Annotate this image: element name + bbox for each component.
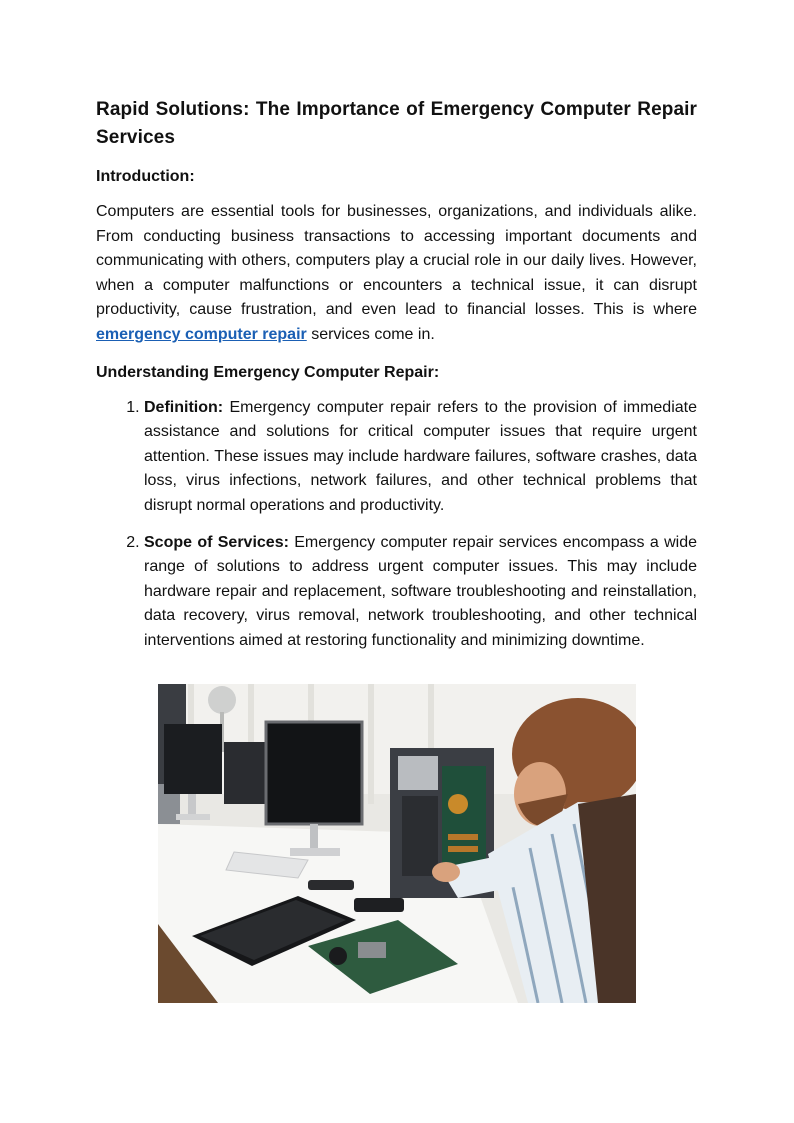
list-item-term: Definition: — [144, 398, 224, 416]
understanding-heading: Understanding Emergency Computer Repair: — [96, 363, 440, 381]
document-page — [96, 96, 697, 666]
intro-text-after-link: services come in. — [306, 325, 435, 343]
intro-paragraph — [96, 200, 697, 348]
intro-text-before-link: Computers are essential tools for businesses, organizations, and individuals alike. From conducting business transactions to accessing important documents and communicating with others, computers play a crucial role in our daily lives. However, when a computer malfunctions or encounters a technical issue, it can disrupt productivity, cause frustration, and even lead to financial losses. This is where — [96, 203, 697, 319]
list-item-text: Emergency computer repair services encompass a wide range of solutions to address urgent computer issues. This may include hardware repair and replacement, software troubleshooting and reinstallation, data recovery, virus removal, network troubleshooting, and other technical interventions aimed at restoring functionality and minimizing downtime. — [144, 533, 697, 649]
list-item-definition — [144, 396, 697, 519]
list-item-text: Emergency computer repair refers to the provision of immediate assistance and solutions for critical computer issues that require urgent attention. These issues may include hardware failures, software crashes, data loss, virus infections, network failures, and other technical problems that disrupt normal operations and productivity. — [144, 398, 697, 514]
emergency-repair-link[interactable]: emergency computer repair — [96, 325, 307, 343]
understanding-list — [96, 396, 697, 654]
repair-photo — [158, 684, 636, 1003]
document-title: Rapid Solutions: The Importance of Emergency Computer Repair Services — [96, 99, 697, 148]
list-item-scope — [144, 531, 697, 654]
list-item-term: Scope of Services: — [144, 533, 289, 551]
intro-heading: Introduction: — [96, 168, 195, 185]
